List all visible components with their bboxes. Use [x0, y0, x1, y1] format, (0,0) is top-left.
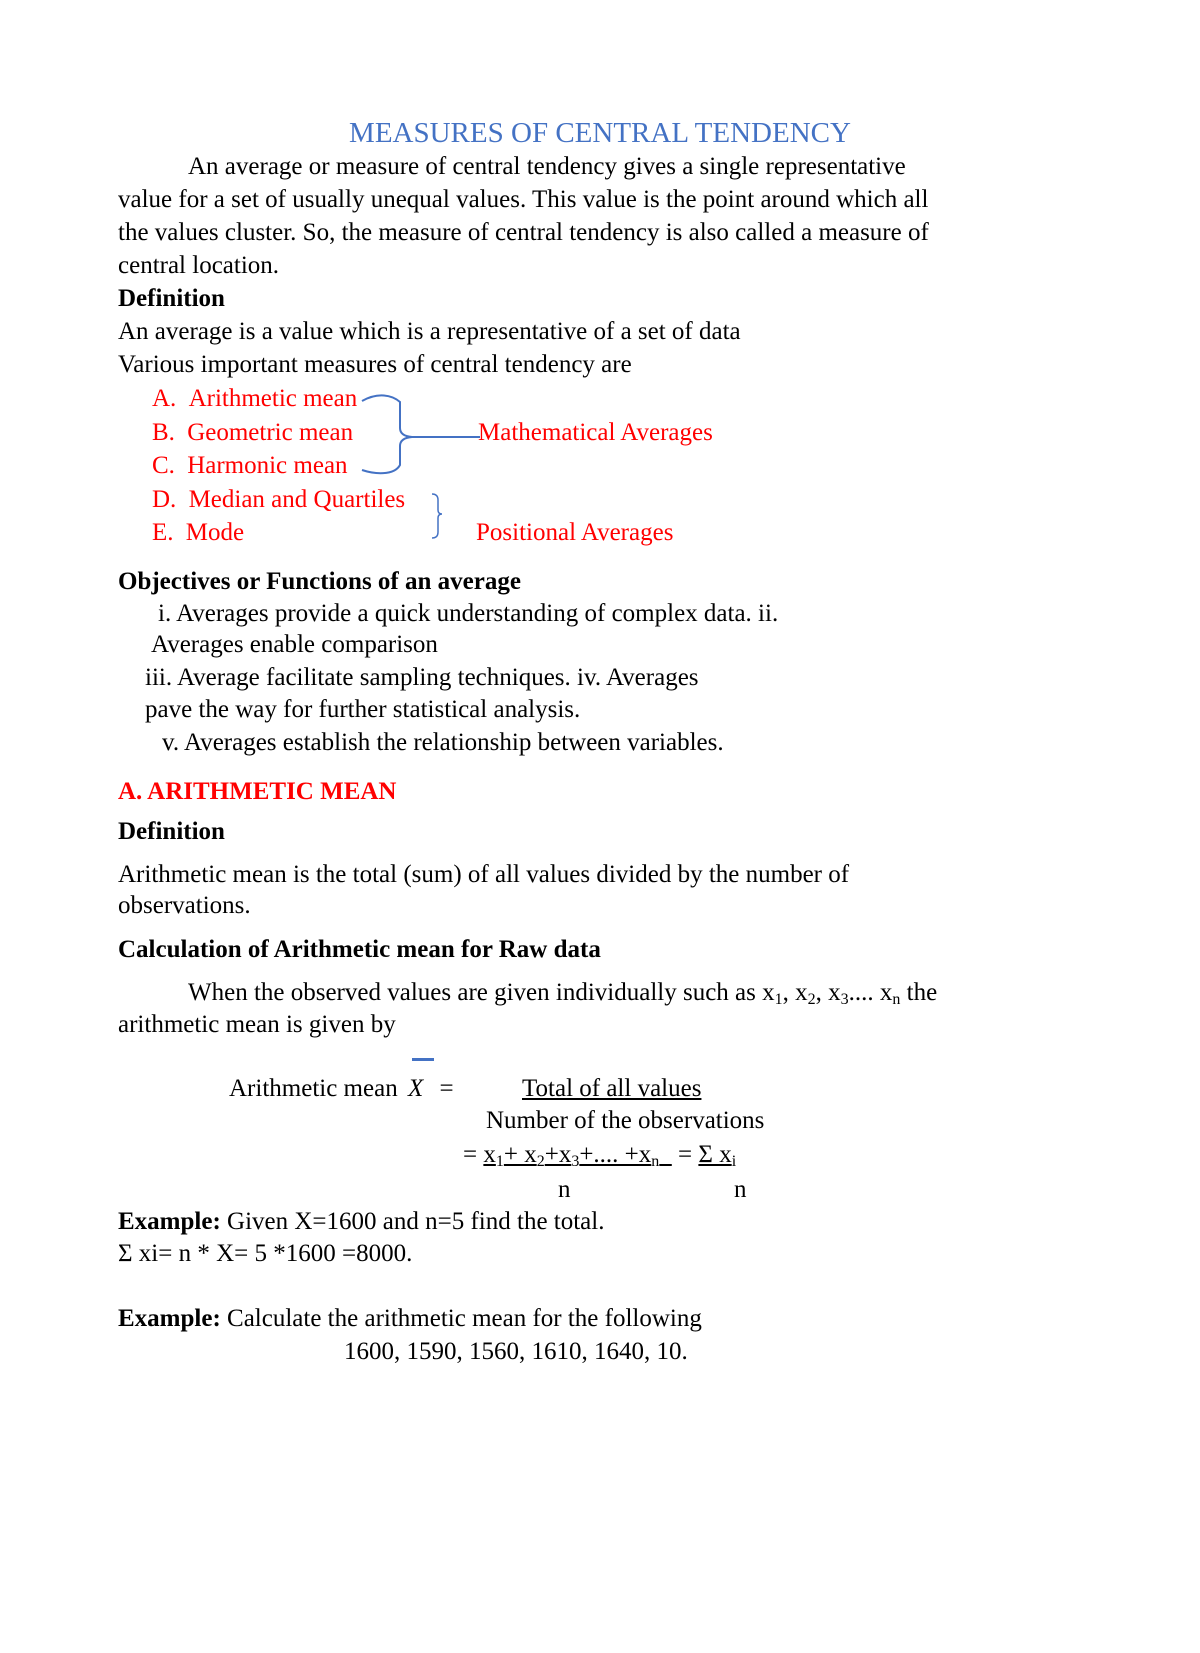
measure-label: Harmonic mean [187, 452, 348, 479]
example-2-values: 1600, 1590, 1560, 1610, 1640, 10. [344, 1338, 688, 1365]
formula-n-2: n [734, 1176, 747, 1203]
example-2 [118, 1304, 702, 1334]
mathematical-bracket-icon [340, 390, 480, 490]
measure-label: Mode [185, 519, 245, 546]
objectives-heading: Objectives or Functions of an average [118, 568, 521, 595]
definition-line-2: Various important measures of central tendency are [118, 351, 632, 378]
example-label: Example: [118, 1208, 221, 1235]
calculation-heading: Calculation of Arithmetic mean for Raw data [118, 936, 601, 963]
page-title: MEASURES OF CENTRAL TENDENCY [349, 117, 851, 149]
example-label: Example: [118, 1305, 221, 1332]
measure-letter: A. [152, 385, 177, 412]
definition-line-1: An average is a value which is a representative of a set of data [118, 318, 741, 345]
formula-equals: = [439, 1075, 454, 1102]
measure-item-e [152, 518, 244, 548]
arithmetic-definition-line-2: observations. [118, 892, 251, 919]
calculation-line-1: When the observed values are given individually such as $x_1$, $x_2$, $x_3$.... $x_n$ the [188, 979, 938, 1008]
intro-line-3: the values cluster. So, the measure of central tendency is also called a measure of [118, 219, 929, 246]
mathematical-averages-label: Mathematical Averages [478, 419, 713, 446]
positional-bracket-icon [430, 490, 444, 542]
definition-heading: Definition [118, 285, 225, 312]
intro-line-1: An average or measure of central tendency gives a single representative [188, 153, 906, 180]
measure-letter: C. [152, 452, 175, 479]
objective-line-2: Averages enable comparison [151, 631, 438, 658]
formula-label-text: Arithmetic mean [229, 1075, 398, 1102]
measure-item-c [152, 451, 348, 481]
objective-line-3: iii. Average facilitate sampling techniques. iv. Averages [145, 664, 699, 691]
measure-label: Geometric mean [187, 419, 354, 446]
objective-line-5: v. Averages establish the relationship between variables. [162, 729, 724, 756]
arithmetic-definition-line-1: Arithmetic mean is the total (sum) of all values divided by the number of [118, 861, 850, 888]
objective-line-1: i. Averages provide a quick understanding of complex data. ii. [158, 600, 779, 627]
calculation-line-2: arithmetic mean is given by [118, 1011, 396, 1038]
measure-label: Arithmetic mean [188, 385, 358, 412]
measure-item-a [152, 384, 357, 414]
calculation-text: When the observed values are given individually such as x [188, 979, 775, 1006]
formula-label [229, 1074, 454, 1104]
formula-numerator: Total of all values [522, 1075, 702, 1102]
formula-sum-expression: = $x_1+ x_2+x_3+$.... $+x_n = \Sigma$ $x_i$ [463, 1141, 737, 1170]
measure-label: Median and Quartiles [188, 486, 406, 513]
calculation-suffix: the [900, 979, 938, 1006]
x-bar-letter: X [407, 1075, 424, 1102]
formula-n-1: n [558, 1176, 571, 1203]
objective-line-4: pave the way for further statistical analysis. [145, 696, 581, 723]
example-1 [118, 1207, 604, 1237]
measure-letter: E. [152, 519, 174, 546]
formula-denominator: Number of the observations [486, 1107, 765, 1134]
example-1-result: Σ xi= n * X= 5 *1600 =8000. [118, 1240, 413, 1267]
arithmetic-mean-heading: A. ARITHMETIC MEAN [118, 778, 397, 805]
intro-line-2: value for a set of usually unequal values. This value is the point around which all [118, 186, 929, 213]
measure-letter: B. [152, 419, 175, 446]
x-bar-symbol [408, 1074, 423, 1104]
arithmetic-definition-heading: Definition [118, 818, 225, 845]
example-text: Calculate the arithmetic mean for the following [227, 1305, 702, 1332]
measure-letter: D. [152, 486, 177, 513]
measure-item-b [152, 418, 353, 448]
intro-line-4: central location. [118, 252, 280, 279]
positional-averages-label: Positional Averages [476, 519, 674, 546]
example-text: Given X=1600 and n=5 find the total. [227, 1208, 605, 1235]
